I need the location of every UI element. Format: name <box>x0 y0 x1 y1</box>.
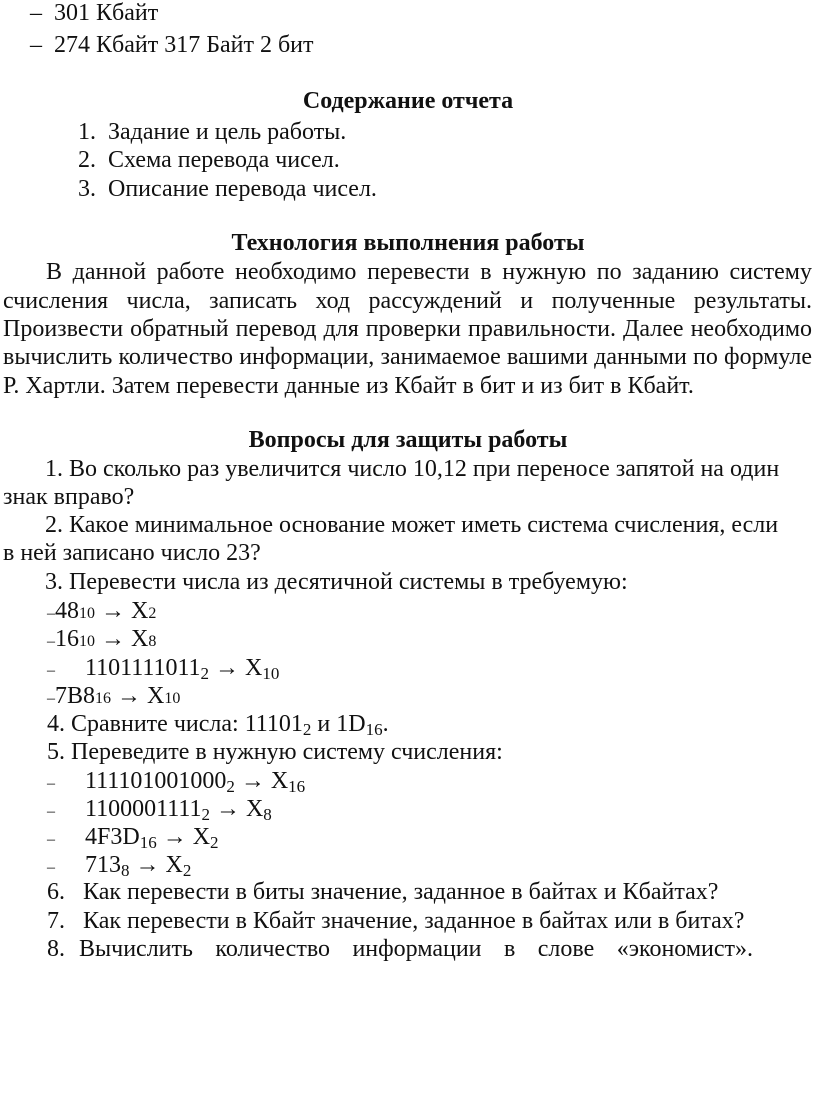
dash: – <box>47 831 55 848</box>
q3-item: –1610 → X8 <box>47 626 157 652</box>
dash: – <box>47 633 55 650</box>
q3-item: –7B816 → X10 <box>47 683 181 709</box>
dash: – <box>47 605 55 622</box>
q5-item: – 7138 → X2 <box>47 852 192 880</box>
question-2-line-2: в ней записано число 23? <box>3 540 261 566</box>
question-7: 7. Как перевести в Кбайт значение, заданное в байтах или в битах? <box>47 908 745 934</box>
report-item: 3. Описание перевода чисел. <box>78 176 377 202</box>
arrow-icon: → <box>135 852 160 878</box>
report-item: 2. Схема перевода чисел. <box>78 147 340 173</box>
report-contents-title: Содержание отчета <box>302 88 514 114</box>
technology-line: Произвести обратный перевод для проверки правильности. Далее необходимо <box>3 316 812 342</box>
dash: – <box>47 775 55 792</box>
answer-text: 301 Кбайт <box>54 0 159 26</box>
technology-line: В данной работе необходимо перевести в нужную по заданию систему <box>46 259 812 285</box>
dash: – <box>47 690 55 707</box>
report-item: 1. Задание и цель работы. <box>78 119 347 145</box>
arrow-icon: → <box>101 598 125 624</box>
question-8: 8. Вычислить количество информации в слове «экономист». <box>47 936 753 962</box>
technology-line: счисления числа, записать ход рассуждений и полученные результаты. <box>3 288 812 314</box>
dash: – <box>47 859 55 876</box>
arrow-icon: → <box>117 683 142 709</box>
question-6: 6. Как перевести в биты значение, заданное в байтах и Кбайтах? <box>47 879 719 905</box>
dash: – <box>47 803 55 820</box>
arrow-icon: → <box>240 768 265 794</box>
answer-line-2 <box>30 31 314 59</box>
answer-text: 274 Кбайт 317 Байт 2 бит <box>54 32 314 58</box>
dash: – <box>47 662 55 679</box>
question-1-line-2: знак вправо? <box>3 484 135 510</box>
technology-title: Технология выполнения работы <box>231 230 585 256</box>
arrow-icon: → <box>215 655 240 681</box>
technology-line: вычислить количество информации, занимаемое вашими данными по формуле <box>3 344 812 370</box>
answer-line-1 <box>30 0 158 27</box>
q3-item: – 11011110112 → X10 <box>47 655 280 683</box>
technology-line: Р. Хартли. Затем перевести данные из Кбайт в бит и из бит в Кбайт. <box>3 373 694 399</box>
arrow-icon: → <box>162 824 187 850</box>
arrow-icon: → <box>215 796 240 822</box>
q5-item: – 11000011112 → X8 <box>47 796 272 824</box>
dash: – <box>30 0 42 26</box>
q5-item: – 1111010010002 → X16 <box>47 768 306 796</box>
q3-item: –4810 → X2 <box>47 598 157 624</box>
question-4: 4. Сравните числа: 111012 и 1D16. <box>47 711 389 739</box>
question-1-line-1: 1. Во сколько раз увеличится число 10,12 при переносе запятой на один <box>45 456 780 482</box>
question-2-line-1: 2. Какое минимальное основание может иметь система счисления, если <box>45 512 779 538</box>
question-5: 5. Переведите в нужную систему счисления: <box>47 739 503 765</box>
q5-item: – 4F3D16 → X2 <box>47 824 219 852</box>
arrow-icon: → <box>101 626 125 652</box>
questions-title: Вопросы для защиты работы <box>248 427 568 453</box>
dash: – <box>30 32 42 58</box>
question-3: 3. Перевести числа из десятичной системы в требуемую: <box>45 569 628 595</box>
